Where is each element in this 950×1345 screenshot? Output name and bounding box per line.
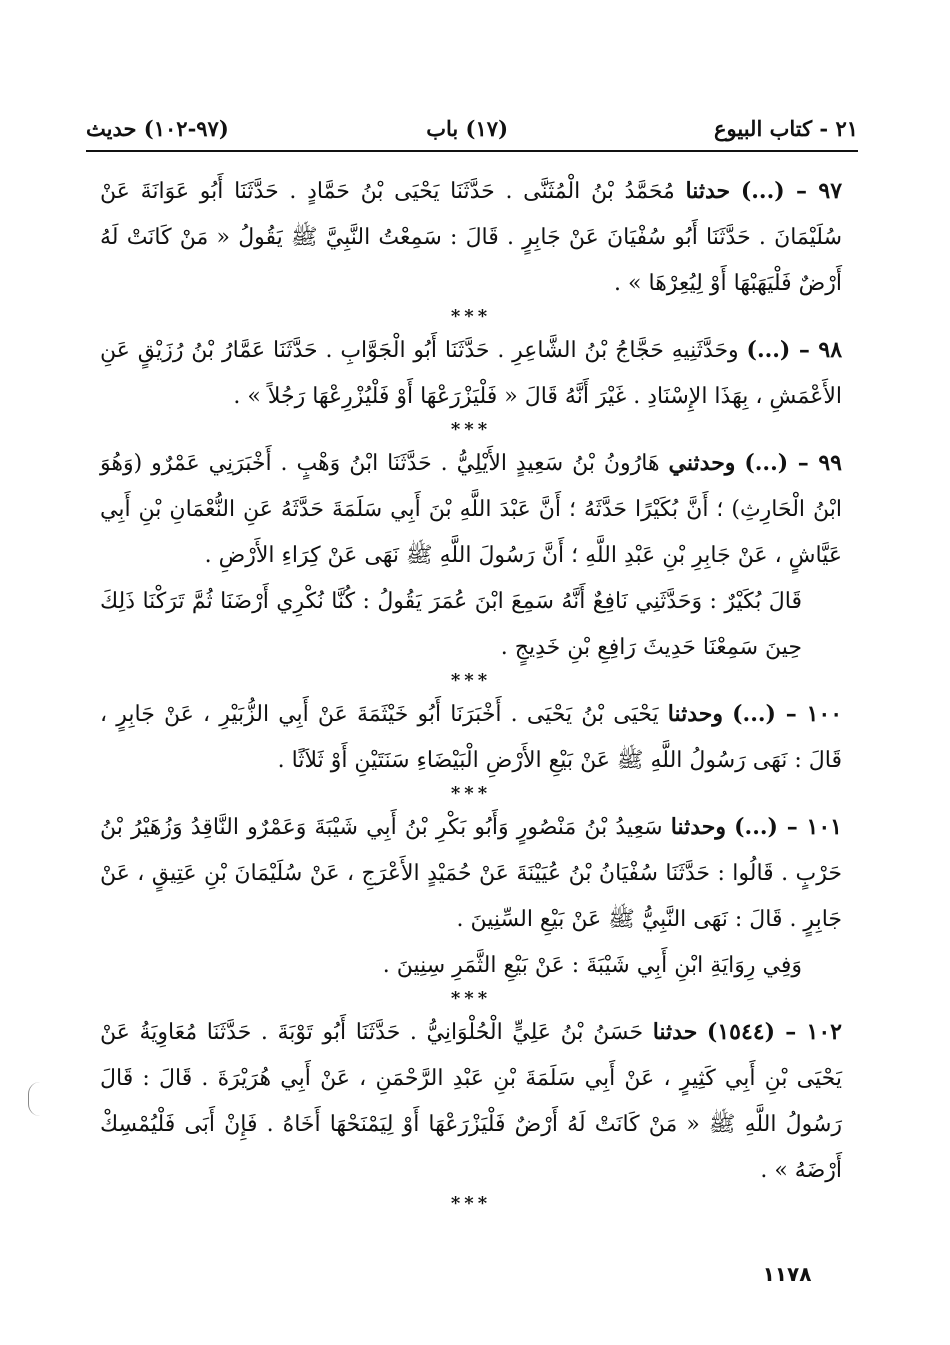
separator: *** [450, 1193, 492, 1214]
separator: *** [450, 306, 492, 327]
hadith-body: حَسَنُ بْنُ عَلِيٍّ الْحُلْوَانِيُّ . حَدَّثَنَا أَبُو تَوْبَةَ . حَدَّثَنَا مُعَاوِيَةُ عَنْ يَحْيَى بْنِ أَبِي كَثِيرٍ ، عَنْ أَبِي سَلَمَةَ بْنِ عَبْدِ الرَّحْمَنِ ، عَنْ أَبِي هُرَيْرَةَ . قَالَ : قَالَ رَسُولُ اللَّهِ ﷺ « مَنْ كَانَتْ لَهُ أَرْضٌ فَلْيَزْرَعْهَا أَوْ لِيَمْنَحْهَا أَخَاهُ . فَإِنْ أَبَى فَلْيُمْسِكْ أَرْضَهُ » . [100, 1020, 842, 1183]
hadith-97 [100, 168, 842, 307]
hadith-body: مُحَمَّدُ بْنُ الْمُثَنَّى . حَدَّثَنَا يَحْيَى بْنُ حَمَّادٍ . حَدَّثَنَا أَبُو عَوَانَةَ عَنْ سُلَيْمَانَ . حَدَّثَنَا أَبُو سُفْيَانَ عَنْ جَابِرٍ . قَالَ : سَمِعْتُ النَّبِيَّ ﷺ يَقُولُ « مَنْ كَانَتْ لَهُ أَرْضٌ فَلْيَهَبْهَا أَوْ لِيُعِرْهَا » . [100, 179, 842, 296]
header-rule [86, 150, 858, 152]
hadith-marker: حدثنا [652, 1019, 698, 1045]
hadith-marker: وحدثنا [670, 814, 726, 840]
hadith-marker: حدثنا [685, 178, 731, 204]
hadith-99-note [100, 579, 842, 671]
margin-bracket [28, 1082, 41, 1116]
hadith-number: ٩٨ – (...) [746, 337, 843, 363]
hadith-number: ٩٧ – (...) [740, 178, 843, 204]
hadith-100 [100, 691, 842, 784]
hadith-number: ٩٩ – (...) [744, 450, 842, 476]
hadith-number: ١٠٢ – (١٥٤٤) [706, 1019, 842, 1045]
separator: *** [450, 419, 492, 440]
hadith-number: ١٠٠ – (...) [732, 701, 843, 727]
separator: *** [450, 783, 492, 804]
hadith-number: ١٠١ – (...) [734, 814, 842, 840]
running-header [86, 110, 858, 150]
header-hadith-range: (٩٧-١٠٢) حديث [86, 116, 229, 141]
hadith-99 [100, 440, 842, 579]
hadith-text [100, 168, 842, 1214]
separator: *** [450, 988, 492, 1009]
hadith-101 [100, 804, 842, 943]
hadith-body: يَحْيَى بْنُ يَحْيَى . أَخْبَرَنَا أَبُو خَيْثَمَةَ عَنْ أَبِي الزُّبَيْرِ ، عَنْ جَابِرٍ ، قَالَ : نَهَى رَسُولُ اللَّهِ ﷺ عَنْ بَيْعِ الأَرْضِ الْبَيْضَاءِ سَنَتَيْنِ أَوْ ثَلاَثًا . [100, 702, 842, 773]
separator: *** [450, 670, 492, 691]
hadith-marker: وحدثنا [667, 701, 723, 727]
hadith-body: وحَدَّثَنِيهِ حَجَّاجُ بْنُ الشَّاعِرِ . حَدَّثَنَا أَبُو الْجَوَّابِ . حَدَّثَنَا عَمَّارُ بْنُ رُزَيْقٍ عَنِ الأَعْمَشِ ، بِهَذَا الإِسْنَادِ . غَيْرَ أَنَّهُ قَالَ « فَلْيَزْرَعْهَا أَوْ فَلْيُزْرِعْهَا رَجُلاً » . [100, 338, 842, 409]
header-section: (١٧) باب [426, 116, 508, 141]
hadith-101-note [100, 943, 842, 989]
header-chapter: ٢١ - كتاب البيوع [714, 116, 858, 141]
hadith-body: سَعِيدُ بْنُ مَنْصُورٍ وَأَبُو بَكْرِ بْنُ أَبِي شَيْبَةَ وَعَمْرٌو النَّاقِدُ وَزُهَيْرُ بْنُ حَرْبٍ . قَالُوا : حَدَّثَنَا سُفْيَانُ بْنُ عُيَيْنَةَ عَنْ حُمَيْدٍ الأَعْرَجِ ، عَنْ سُلَيْمَانَ بْنِ عَتِيقٍ ، عَنْ جَابِرٍ . قَالَ : نَهَى النَّبِيُّ ﷺ عَنْ بَيْعِ السِّنِينَ . [100, 815, 842, 932]
hadith-marker: وحدثني [668, 450, 736, 476]
hadith-body: هَارُونُ بْنُ سَعِيدٍ الأَيْلِيُّ . حَدَّثَنَا ابْنُ وَهْبٍ . أَخْبَرَنِي عَمْرٌو (وَهُوَ ابْنُ الْحَارِثِ) ؛ أَنَّ بُكَيْرًا حَدَّثَهُ ؛ أَنَّ عَبْدَ اللَّهِ بْنَ أَبِي سَلَمَةَ حَدَّثَهُ عَنِ النُّعْمَانِ بْنِ أَبِي عَيَّاشٍ ، عَنْ جَابِرِ بْنِ عَبْدِ اللَّهِ ؛ أَنَّ رَسُولَ اللَّهِ ﷺ نَهَى عَنْ كِرَاءِ الأَرْضِ . [100, 451, 842, 568]
hadith-body: وَفِي رِوَايَةِ ابْنِ أَبِي شَيْبَةَ : عَنْ بَيْعِ الثَّمَرِ سِنِينَ . [382, 953, 802, 978]
page-number: ١١٧٨ [762, 1262, 812, 1286]
hadith-body: قَالَ بُكَيْرٌ : وَحَدَّثَنِي نَافِعٌ أَنَّهُ سَمِعَ ابْنَ عُمَرَ يَقُولُ : كُنَّا نُكْرِي أَرْضَنَا ثُمَّ تَرَكْنَا ذَلِكَ حِينَ سَمِعْنَا حَدِيثَ رَافِعِ بْنِ خَدِيجٍ . [100, 589, 802, 660]
hadith-102 [100, 1009, 842, 1194]
hadith-98 [100, 327, 842, 420]
